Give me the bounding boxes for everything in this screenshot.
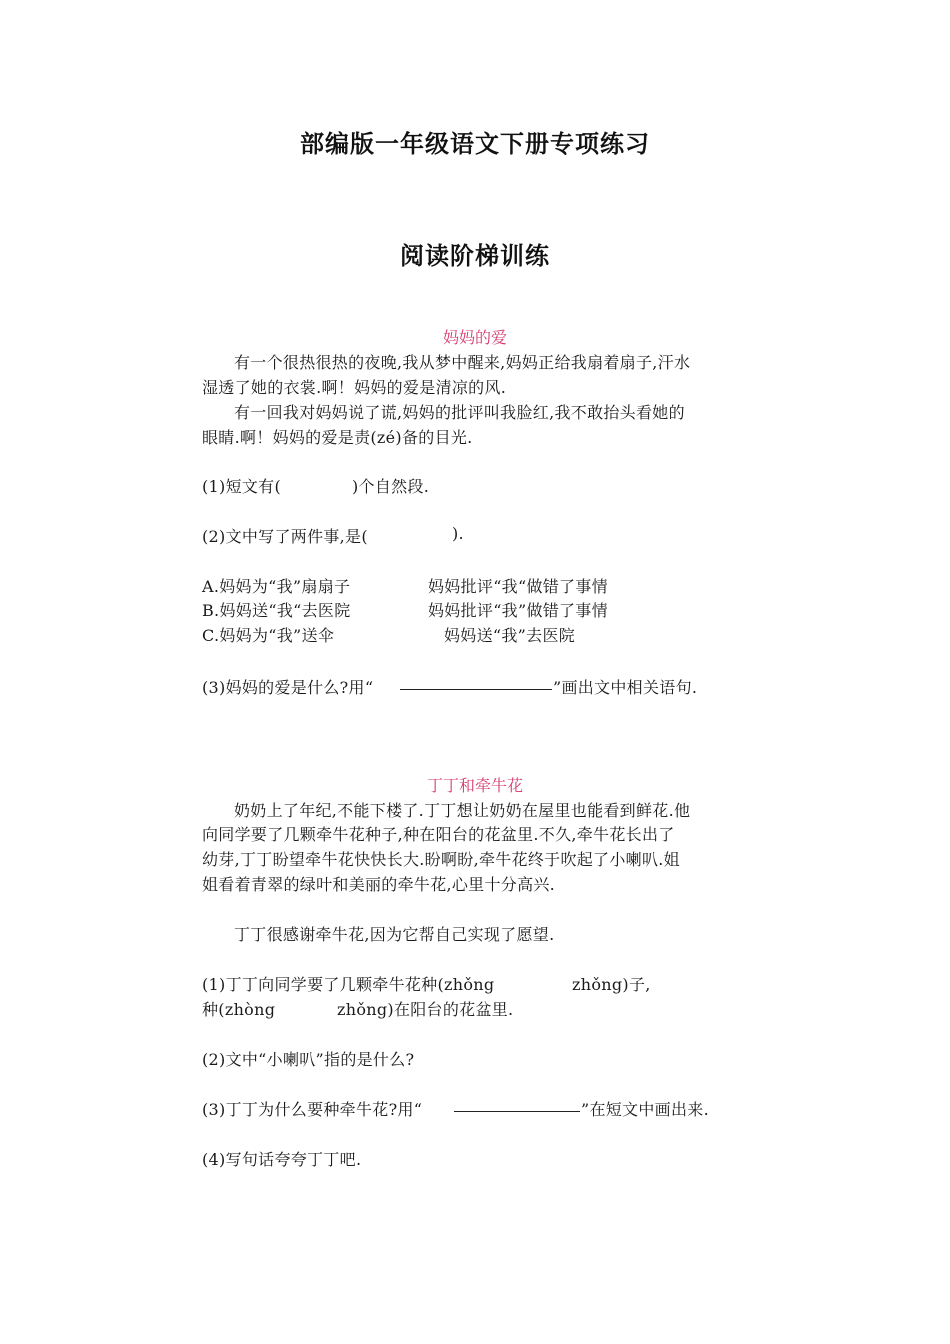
option-c-part1: C.妈妈为“我”送伞: [202, 626, 335, 645]
story2-question1-part1: (1)丁丁向同学要了几颗牵牛花种(zhǒng: [202, 975, 495, 994]
story2-para1-line3: 幼芽,丁丁盼望牵牛花快快长大.盼啊盼,牵牛花终于吹起了小喇叭.姐: [202, 850, 680, 869]
answer-underline: [400, 676, 552, 690]
story2-question4: (4)写句话夸夸丁丁吧.: [202, 1150, 362, 1169]
option-a-part2: 妈妈批评“我“做错了事情: [428, 577, 608, 596]
story2-title: 丁丁和牵牛花: [426, 776, 523, 795]
option-b-part2: 妈妈批评“我”做错了事情: [428, 601, 608, 620]
story1-question1-end: )个自然段.: [352, 477, 430, 496]
story2-question3-end: ”在短文中画出来.: [581, 1100, 709, 1119]
story2-question1-part4: zhǒng)在阳台的花盆里.: [337, 1000, 514, 1019]
document-subtitle: 阅读阶梯训练: [400, 242, 550, 270]
story1-para2-line1: 有一回我对妈妈说了谎,妈妈的批评叫我脸红,我不敢抬头看她的: [234, 403, 685, 422]
story1-question3-start: (3)妈妈的爱是什么?用“: [202, 678, 374, 697]
story1-para2-line2: 眼睛.啊！妈妈的爱是责(zé)备的目光.: [202, 428, 473, 447]
story1-question2-start: (2)文中写了两件事,是(: [202, 527, 368, 546]
story2-question1-part2: zhǒng)子,: [572, 975, 651, 994]
story1-title: 妈妈的爱: [442, 328, 507, 347]
story2-para1-line4: 姐看着青翠的绿叶和美丽的牵牛花,心里十分高兴.: [202, 875, 556, 894]
story2-para1-line1: 奶奶上了年纪,不能下楼了.丁丁想让奶奶在屋里也能看到鲜花.他: [234, 801, 691, 820]
story1-para1-line2: 湿透了她的衣裳.啊！妈妈的爱是清凉的风.: [202, 378, 507, 397]
story1-question2-end: ).: [452, 524, 464, 543]
answer-underline: [454, 1098, 580, 1112]
option-c-part2: 妈妈送“我”去医院: [444, 626, 576, 645]
story2-para1-line2: 向同学要了几颗牵牛花种子,种在阳台的花盆里.不久,牵牛花长出了: [202, 825, 675, 844]
option-a-part1: A.妈妈为“我”扇扇子: [202, 577, 351, 596]
story2-question2: (2)文中“小喇叭”指的是什么?: [202, 1050, 415, 1069]
story2-question1-part3: 种(zhòng: [202, 1000, 276, 1019]
story2-question3-start: (3)丁丁为什么要种牵牛花?用“: [202, 1100, 423, 1119]
story1-para1-line1: 有一个很热很热的夜晚,我从梦中醒来,妈妈正给我扇着扇子,汗水: [234, 353, 691, 372]
option-b-part1: B.妈妈送“我“去医院: [202, 601, 351, 620]
story1-question3-end: ”画出文中相关语句.: [553, 678, 698, 697]
story1-question1-start: (1)短文有(: [202, 477, 282, 496]
story2-para2: 丁丁很感谢牵牛花,因为它帮自己实现了愿望.: [234, 925, 555, 944]
document-title: 部编版一年级语文下册专项练习: [300, 130, 650, 158]
